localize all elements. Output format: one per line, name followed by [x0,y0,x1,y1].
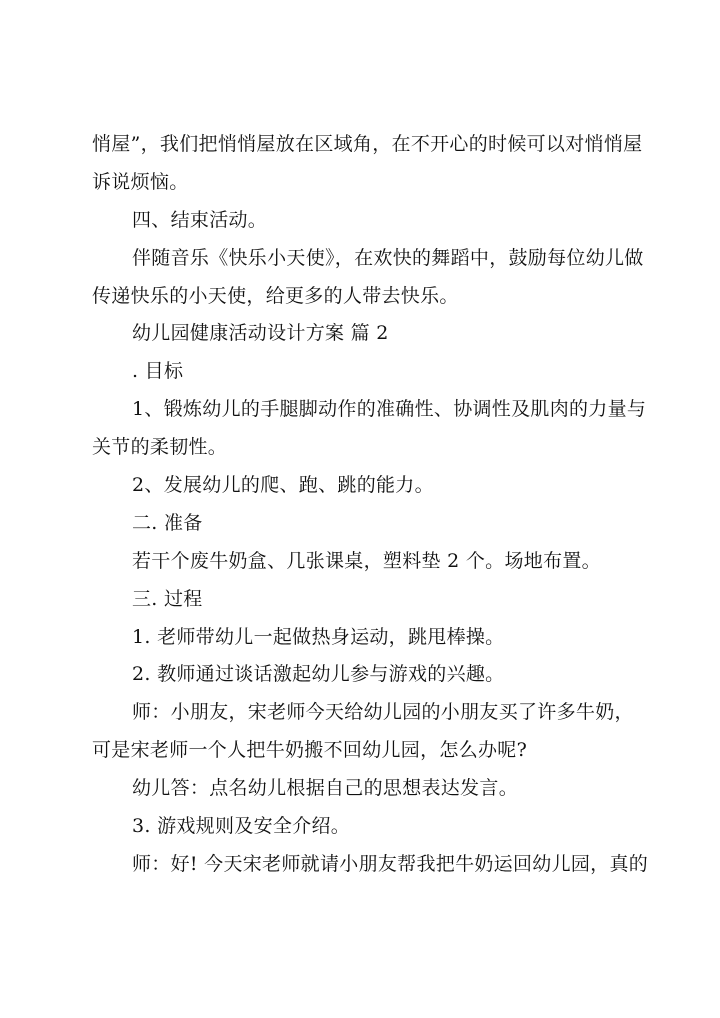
paragraph-line: 诉说烦恼。 [92,170,189,193]
list-item: 3. 游戏规则及安全介绍。 [132,815,351,838]
paragraph-line: 关节的柔韧性。 [92,436,228,459]
document-body [92,126,652,884]
list-item: 2. 教师通过谈话激起幼儿参与游戏的兴趣。 [132,663,505,686]
dialogue-line: 幼儿答：点名幼儿根据自己的思想表达发言。 [132,777,519,800]
dialogue-line: 师：小朋友，宋老师今天给幼儿园的小朋友买了许多牛奶， [132,701,634,724]
article-title: 幼儿园健康活动设计方案 篇 2 [132,322,389,345]
section-heading: 三. 过程 [132,587,203,610]
list-item: 1、锻炼幼儿的手腿脚动作的准确性、协调性及肌肉的力量与 [132,398,647,421]
list-item: 2、发展幼儿的爬、跑、跳的能力。 [132,474,434,497]
paragraph-line: 若干个废牛奶盒、几张课桌，塑料垫 2 个。场地布置。 [132,549,601,572]
list-item: 1. 老师带幼儿一起做热身运动，跳甩棒操。 [132,625,505,648]
paragraph-line: 伴随音乐《快乐小天使》，在欢快的舞蹈中，鼓励每位幼儿做 [132,246,644,269]
paragraph-line: 可是宋老师一个人把牛奶搬不回幼儿园，怎么办呢? [92,739,528,762]
section-heading: 二. 准备 [132,511,203,534]
dialogue-line: 师：好! 今天宋老师就请小朋友帮我把牛奶运回幼儿园，真的 [132,852,649,875]
section-heading: 四、结束活动。 [132,208,268,231]
paragraph-line: 悄屋”，我们把悄悄屋放在区域角，在不开心的时候可以对悄悄屋 [92,133,643,155]
section-heading: . 目标 [132,360,184,383]
paragraph-line: 传递快乐的小天使，给更多的人带去快乐。 [92,284,459,307]
